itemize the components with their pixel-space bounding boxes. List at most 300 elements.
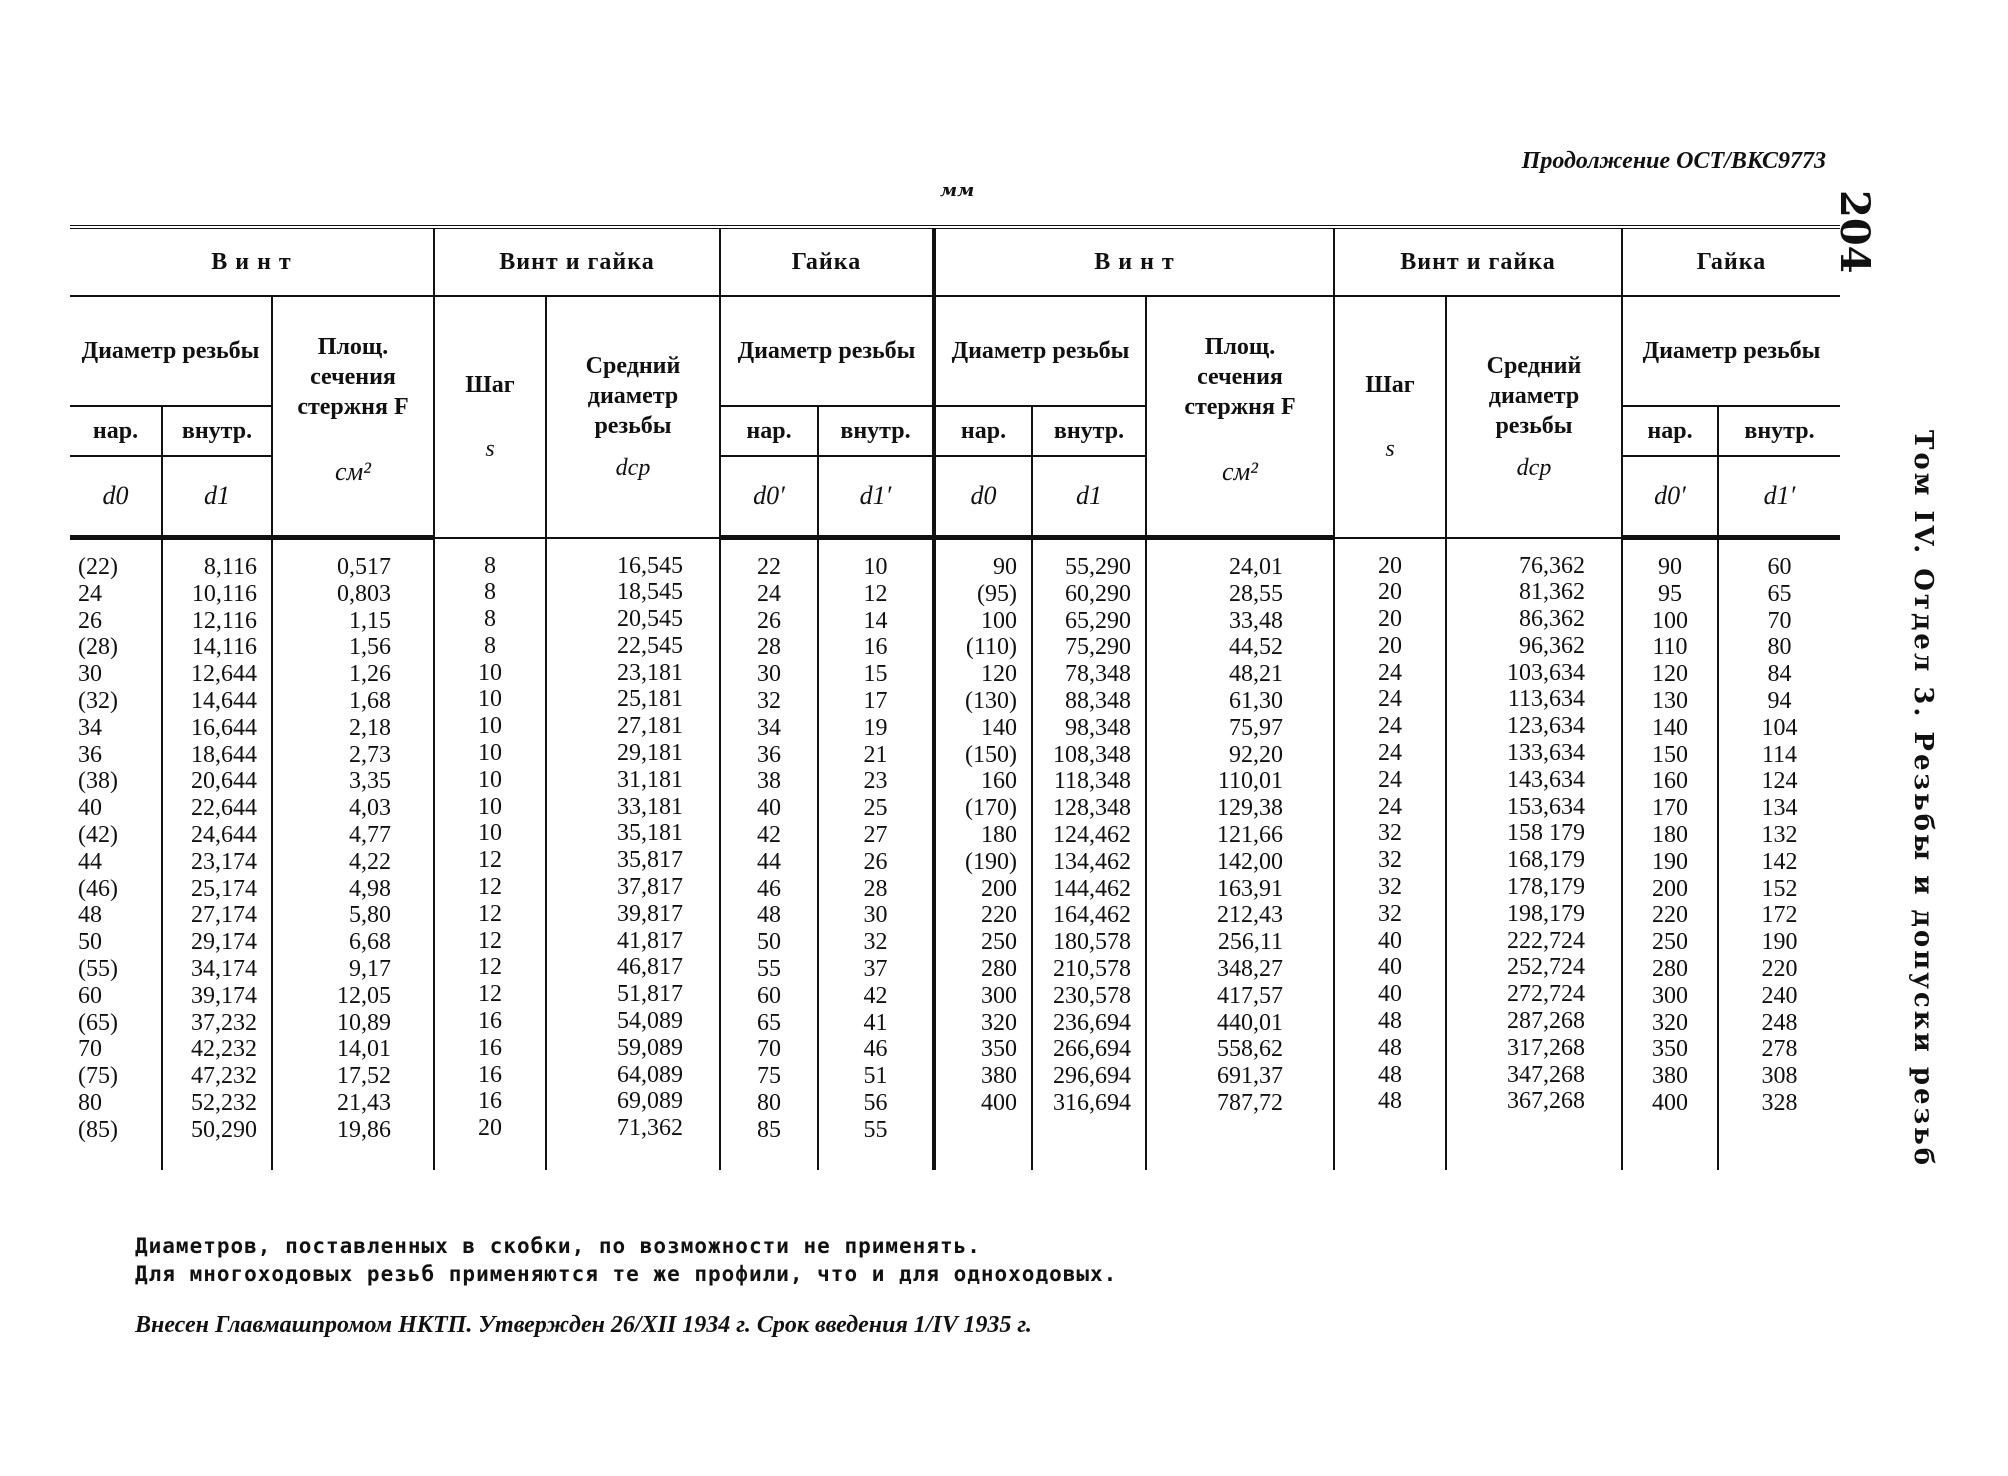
col-right-nut-outer-cell: 300 <box>1652 982 1688 1009</box>
col-left-d0-cell: (55) <box>78 955 118 982</box>
col-left-pitch-cell: 10 <box>478 793 502 820</box>
footnote-brackets: Диаметров, поставленных в скобки, по возможности не применять. <box>135 1234 981 1258</box>
col-right-pitch-cell: 20 <box>1378 579 1402 606</box>
col-right-d0-cell: (130) <box>965 687 1017 714</box>
col-right-d1-cell: 75,290 <box>1065 634 1131 661</box>
col-right-nut-inner-cell: 278 <box>1761 1036 1798 1063</box>
col-right-d1-cell: 65,290 <box>1065 607 1131 634</box>
col-left-pitch-cell: 10 <box>478 740 502 767</box>
col-left-nut-outer-cell: 28 <box>757 634 781 661</box>
approval-note: Внесен Главмашпромом НКТП. Утвержден 26/XII 1934 г. Срок введения 1/IV 1935 г. <box>135 1312 1032 1338</box>
col-left-d0 <box>70 538 162 1170</box>
col-right-pitch-cell: 24 <box>1378 713 1402 740</box>
col-right-mean-cell: 347,268 <box>1507 1061 1585 1088</box>
col-left-pitch-cell: 20 <box>478 1115 502 1142</box>
col-left-d1-cell: 16,644 <box>191 714 257 741</box>
col-right-pitch-cell: 24 <box>1378 740 1402 767</box>
col-right-area-cell: 691,37 <box>1217 1063 1283 1090</box>
col-right-d1-cell: 134,462 <box>1053 848 1131 875</box>
col-right-mean-cell: 367,268 <box>1507 1088 1585 1115</box>
col-left-d1 <box>162 538 272 1170</box>
col-right-nut-outer-cell: 220 <box>1652 902 1688 929</box>
col-right-nut-inner-cell: 84 <box>1767 661 1792 688</box>
col-left-nut-outer-cell: 44 <box>757 848 781 875</box>
col-left-nut-outer <box>720 538 818 1170</box>
col-right-mean-cell: 123,634 <box>1507 713 1585 740</box>
col-left-nut-outer-cell: 50 <box>757 929 781 956</box>
col-right-nut-inner-cell: 308 <box>1761 1063 1798 1090</box>
d0-symbol: d0 <box>70 456 162 538</box>
col-right-d1-cell: 230,578 <box>1053 982 1131 1009</box>
col-left-d0-cell: 50 <box>78 929 102 956</box>
col-left-area-cell: 1,68 <box>349 687 391 714</box>
col-right-mean-cell: 81,362 <box>1519 579 1585 606</box>
col-left-pitch-cell: 16 <box>478 1034 502 1061</box>
col-right-nut-inner-cell: 94 <box>1767 687 1792 714</box>
col-right-d1-cell: 144,462 <box>1053 875 1131 902</box>
nut-inner-header: внутр. <box>818 406 934 456</box>
col-left-d1-cell: 14,116 <box>191 634 257 661</box>
col-left-nut-inner-cell: 55 <box>863 1116 888 1143</box>
col-right-nut-outer <box>1622 538 1718 1170</box>
col-left-mean-cell: 46,817 <box>617 954 683 981</box>
col-right-mean-cell: 168,179 <box>1507 847 1585 874</box>
col-right-d0-cell: 160 <box>981 768 1017 795</box>
col-right-area-cell: 787,72 <box>1217 1089 1283 1116</box>
col-right-nut-outer-cell: 350 <box>1652 1036 1688 1063</box>
col-left-nut-outer-cell: 85 <box>757 1116 781 1143</box>
col-right-nut-outer-cell: 90 <box>1658 554 1682 580</box>
col-left-mean-cell: 23,181 <box>617 659 683 686</box>
col-left-d1-cell: 23,174 <box>191 848 257 875</box>
col-left-d1-cell: 50,290 <box>191 1116 257 1143</box>
col-right-d0-cell: 120 <box>981 661 1017 688</box>
nut-diameter-header: Диаметр резьбы <box>720 296 934 406</box>
col-left-d0-cell: 34 <box>78 714 102 741</box>
d1p-symbol: d1′ <box>818 456 934 538</box>
area-line3-right: стержня F <box>1184 393 1296 420</box>
col-right-area-cell: 44,52 <box>1229 634 1283 661</box>
col-right-area-cell: 61,30 <box>1229 687 1283 714</box>
col-left-pitch-cell: 16 <box>478 1061 502 1088</box>
nut-outer-header-right: нар. <box>1622 406 1718 456</box>
col-right-mean-cell: 143,634 <box>1507 766 1585 793</box>
col-left-d1-cell: 42,232 <box>191 1036 257 1063</box>
col-left-pitch-cell: 12 <box>478 874 502 901</box>
inner-header-right: внутр. <box>1032 406 1146 456</box>
col-left-d1-cell: 8,116 <box>203 554 257 580</box>
col-left-d0-cell: (75) <box>78 1063 118 1090</box>
col-left-pitch-cell: 10 <box>478 820 502 847</box>
col-left-area-cell: 1,15 <box>349 607 391 634</box>
col-right-nut-outer-cell: 95 <box>1658 580 1682 607</box>
col-left-d0-cell: (22) <box>78 554 118 580</box>
col-right-d0-cell: (150) <box>965 741 1017 768</box>
col-right-mean-cell: 252,724 <box>1507 954 1585 981</box>
col-left-d1-cell: 10,116 <box>191 580 257 607</box>
col-right-nut-outer-cell: 190 <box>1652 848 1688 875</box>
group-screw-nut-left: Винт и гайка <box>434 227 720 296</box>
col-right-nut-outer-cell: 250 <box>1652 929 1688 956</box>
col-right-d1-cell: 124,462 <box>1053 821 1131 848</box>
col-right-d0-cell: 320 <box>981 1009 1017 1036</box>
col-right-mean-cell: 153,634 <box>1507 793 1585 820</box>
col-left-d0-cell: 48 <box>78 902 102 929</box>
col-left-nut-inner-cell: 56 <box>863 1089 888 1116</box>
col-left-pitch-cell: 16 <box>478 1008 502 1035</box>
col-left-d0-cell: 80 <box>78 1089 102 1116</box>
col-right-d0-cell: (190) <box>965 848 1017 875</box>
col-right-d1-cell: 266,694 <box>1053 1036 1131 1063</box>
col-left-area-cell: 4,77 <box>349 821 391 848</box>
col-right-pitch-cell: 32 <box>1378 847 1402 874</box>
col-right-mean-cell: 103,634 <box>1507 659 1585 686</box>
col-left-area-cell: 1,26 <box>349 661 391 688</box>
mean-symbol-right: dср <box>1516 454 1552 481</box>
col-left-d1-cell: 18,644 <box>191 741 257 768</box>
col-right-d1-cell: 128,348 <box>1053 795 1131 822</box>
col-right-mean-cell: 113,634 <box>1507 686 1585 713</box>
pitch-label-right: Шаг <box>1365 371 1415 398</box>
col-right-pitch-cell: 24 <box>1378 793 1402 820</box>
area-line2: сечения <box>310 363 396 390</box>
col-left-pitch-cell: 12 <box>478 847 502 874</box>
col-left-pitch-cell: 8 <box>484 579 496 606</box>
col-left-area-cell: 21,43 <box>337 1089 391 1116</box>
col-right-nut-inner-cell: 172 <box>1761 902 1798 929</box>
thread-table <box>70 225 1840 1170</box>
mean-symbol: dср <box>615 454 651 481</box>
col-right-mean-cell: 198,179 <box>1507 900 1585 927</box>
col-left-mean-cell: 71,362 <box>617 1115 683 1142</box>
col-left-d0-cell: 24 <box>78 580 102 607</box>
col-right-d1-cell: 88,348 <box>1065 687 1131 714</box>
col-left-mean-cell: 18,545 <box>617 579 683 606</box>
outer-header-right: нар. <box>934 406 1032 456</box>
col-left-mean-cell: 22,545 <box>617 632 683 659</box>
col-right-pitch-cell: 40 <box>1378 981 1402 1008</box>
col-right-pitch-cell: 48 <box>1378 1008 1402 1035</box>
col-right-nut-outer-cell: 400 <box>1652 1089 1688 1116</box>
group-nut-left: Гайка <box>720 227 934 296</box>
col-right-area-cell: 256,11 <box>1217 929 1283 956</box>
col-right-d0-cell: (170) <box>965 795 1017 822</box>
d1-symbol-right: d1 <box>1032 456 1146 538</box>
col-right-nut-inner-cell: 328 <box>1761 1089 1798 1116</box>
col-right-pitch-cell: 20 <box>1378 606 1402 633</box>
col-left-pitch-cell: 8 <box>484 552 496 579</box>
col-right-area-cell: 110,01 <box>1217 768 1283 795</box>
area-unit: см² <box>272 456 434 538</box>
col-left-area-cell: 0,517 <box>337 554 391 580</box>
col-left-d1-cell: 34,174 <box>191 955 257 982</box>
col-right-pitch-cell: 24 <box>1378 766 1402 793</box>
col-right-d0-cell: 140 <box>981 714 1017 741</box>
d0p-symbol-right: d0′ <box>1622 456 1718 538</box>
col-left-area-cell: 19,86 <box>337 1116 391 1143</box>
col-left-area-cell: 4,98 <box>349 875 391 902</box>
pitch-header-right <box>1334 296 1446 538</box>
col-left-d1-cell: 24,644 <box>191 821 257 848</box>
col-right-d0-cell: 220 <box>981 902 1017 929</box>
col-left-nut-inner-cell: 32 <box>863 929 888 956</box>
col-left-nut-inner-cell: 21 <box>863 741 888 768</box>
col-left-mean-cell: 69,089 <box>617 1088 683 1115</box>
page-number: 204 <box>1831 190 1878 274</box>
col-left-nut-inner-cell: 10 <box>863 554 888 580</box>
area-line2-right: сечения <box>1197 363 1283 390</box>
col-left-d0-cell: 70 <box>78 1036 102 1063</box>
col-left-d0-cell: 44 <box>78 848 102 875</box>
col-right-d0-cell: (95) <box>977 580 1017 607</box>
col-left-d0-cell: 30 <box>78 661 102 688</box>
col-right-mean-cell: 287,268 <box>1507 1008 1585 1035</box>
col-left-nut-inner-cell: 42 <box>863 982 888 1009</box>
col-right-area-cell: 417,57 <box>1217 982 1283 1009</box>
col-left-pitch-cell: 8 <box>484 606 496 633</box>
col-left-d0-cell: 26 <box>78 607 102 634</box>
col-right-nut-outer-cell: 280 <box>1652 955 1688 982</box>
col-left-nut-outer-cell: 26 <box>757 607 781 634</box>
col-right-pitch-cell: 20 <box>1378 632 1402 659</box>
col-right-nut-outer-cell: 160 <box>1652 768 1688 795</box>
col-left-mean-cell: 41,817 <box>617 927 683 954</box>
col-left-d0-cell: 36 <box>78 741 102 768</box>
col-right-d1-cell: 210,578 <box>1053 955 1131 982</box>
col-left-nut-inner-cell: 28 <box>863 875 888 902</box>
col-right-d1-cell: 180,578 <box>1053 929 1131 956</box>
col-left-area-cell: 0,803 <box>337 580 391 607</box>
mean-line2: диаметр <box>587 382 679 409</box>
col-right-pitch <box>1334 538 1446 1170</box>
col-left-nut-outer-cell: 70 <box>757 1036 781 1063</box>
col-right-nut-outer-cell: 200 <box>1652 875 1688 902</box>
col-left-nut-inner-cell: 16 <box>863 634 888 661</box>
col-right-pitch-cell: 48 <box>1378 1088 1402 1115</box>
col-right-area-cell: 28,55 <box>1229 580 1283 607</box>
col-left-d0-cell: 60 <box>78 982 102 1009</box>
col-right-d1-cell: 296,694 <box>1053 1063 1131 1090</box>
col-right-pitch-cell: 48 <box>1378 1061 1402 1088</box>
col-left-nut-inner-cell: 12 <box>863 580 888 607</box>
col-left-pitch <box>434 538 546 1170</box>
col-right-nut-outer-cell: 320 <box>1652 1009 1688 1036</box>
col-right-nut-inner-cell: 70 <box>1767 607 1792 634</box>
col-right-nut-inner-cell: 190 <box>1761 929 1798 956</box>
col-left-nut-outer-cell: 36 <box>757 741 781 768</box>
col-left-pitch-cell: 10 <box>478 766 502 793</box>
col-left-area-cell: 17,52 <box>337 1063 391 1090</box>
col-right-nut-outer-cell: 120 <box>1652 661 1688 688</box>
col-right-d0-cell: 350 <box>981 1036 1017 1063</box>
col-left-nut-outer-cell: 48 <box>757 902 781 929</box>
col-right-area-cell: 163,91 <box>1217 875 1283 902</box>
col-left-d1-cell: 27,174 <box>191 902 257 929</box>
col-right-area-cell: 142,00 <box>1217 848 1283 875</box>
col-right-d0 <box>934 538 1032 1170</box>
col-left-pitch-cell: 12 <box>478 981 502 1008</box>
col-left-nut-inner-cell: 23 <box>863 768 888 795</box>
col-right-d0-cell: 400 <box>981 1089 1017 1116</box>
col-right-nut-inner-cell: 134 <box>1761 795 1798 822</box>
col-right-nut-outer-cell: 170 <box>1652 795 1688 822</box>
col-left-d0-cell: (85) <box>78 1116 118 1143</box>
col-left-pitch-cell: 10 <box>478 686 502 713</box>
col-right-d1 <box>1032 538 1146 1170</box>
area-line1: Площ. <box>317 333 389 360</box>
col-left-mean <box>546 538 720 1170</box>
col-left-area-cell: 14,01 <box>337 1036 391 1063</box>
col-right-mean-cell: 86,362 <box>1519 606 1585 633</box>
d0-symbol-right: d0 <box>934 456 1032 538</box>
mean-diameter-header <box>546 296 720 538</box>
col-left-mean-cell: 54,089 <box>617 1008 683 1035</box>
col-right-nut-inner-cell: 104 <box>1761 714 1798 741</box>
col-left-nut-inner-cell: 41 <box>863 1009 888 1036</box>
footnote-multistart: Для многоходовых резьб применяются те же профили, что и для одноходовых. <box>135 1262 1118 1286</box>
col-right-mean-cell: 158 179 <box>1507 820 1585 847</box>
col-left-nut-inner-cell: 51 <box>863 1063 888 1090</box>
col-right-d1-cell: 118,348 <box>1053 768 1131 795</box>
col-left-area-cell: 6,68 <box>349 929 391 956</box>
col-right-nut-outer-cell: 130 <box>1652 687 1688 714</box>
col-right-area-cell: 121,66 <box>1217 821 1283 848</box>
col-right-area-cell: 48,21 <box>1229 661 1283 688</box>
col-left-area-cell: 4,22 <box>349 848 391 875</box>
col-left-nut-outer-cell: 38 <box>757 768 781 795</box>
col-right-nut-outer-cell: 100 <box>1652 607 1688 634</box>
mean-line3-right: резьбы <box>1495 412 1573 439</box>
col-right-area-cell: 440,01 <box>1217 1009 1283 1036</box>
col-right-nut-outer-cell: 110 <box>1652 634 1688 661</box>
col-right-nut-outer-cell: 150 <box>1652 741 1688 768</box>
col-right-d1-cell: 98,348 <box>1065 714 1131 741</box>
col-right-nut-inner-cell: 248 <box>1761 1009 1798 1036</box>
col-left-nut-inner-cell: 15 <box>863 661 888 688</box>
col-left-area-cell: 4,03 <box>349 795 391 822</box>
col-left-nut-outer-cell: 60 <box>757 982 781 1009</box>
col-left-nut-outer-cell: 55 <box>757 955 781 982</box>
col-left-mean-cell: 35,817 <box>617 847 683 874</box>
col-left-nut-inner-cell: 14 <box>863 607 888 634</box>
col-right-mean <box>1446 538 1622 1170</box>
col-right-nut-inner-cell: 240 <box>1761 982 1798 1009</box>
col-left-d1-cell: 14,644 <box>191 687 257 714</box>
col-left-mean-cell: 20,545 <box>617 606 683 633</box>
col-left-d0-cell: (28) <box>78 634 118 661</box>
col-right-pitch-cell: 32 <box>1378 820 1402 847</box>
col-right-d0-cell: 200 <box>981 875 1017 902</box>
col-right-area-cell: 212,43 <box>1217 902 1283 929</box>
col-right-nut-inner-cell: 114 <box>1761 741 1798 768</box>
col-right-d1-cell: 108,348 <box>1053 741 1131 768</box>
pitch-header <box>434 296 546 538</box>
mean-line3: резьбы <box>594 412 672 439</box>
col-right-nut-inner-cell: 132 <box>1761 821 1798 848</box>
col-right-area-cell: 24,01 <box>1229 554 1283 580</box>
group-screw-left: В и н т <box>70 227 434 296</box>
col-left-nut-outer-cell: 34 <box>757 714 781 741</box>
col-left-area-cell: 12,05 <box>337 982 391 1009</box>
col-right-d1-cell: 78,348 <box>1065 661 1131 688</box>
col-left-pitch-cell: 10 <box>478 659 502 686</box>
col-right-mean-cell: 178,179 <box>1507 874 1585 901</box>
col-left-area-cell: 5,80 <box>349 902 391 929</box>
col-right-nut-inner <box>1718 538 1840 1170</box>
outer-header: нар. <box>70 406 162 456</box>
col-left-area-cell: 2,73 <box>349 741 391 768</box>
col-right-d0-cell: 180 <box>981 821 1017 848</box>
col-right-d0-cell: 90 <box>993 554 1017 580</box>
col-right-d1-cell: 164,462 <box>1053 902 1131 929</box>
col-left-nut-inner-cell: 26 <box>863 848 888 875</box>
col-left-d0-cell: (65) <box>78 1009 118 1036</box>
col-left-pitch-cell: 12 <box>478 954 502 981</box>
mean-line1-right: Средний <box>1486 352 1582 379</box>
col-right-nut-inner-cell: 152 <box>1761 875 1798 902</box>
col-left-pitch-cell: 16 <box>478 1088 502 1115</box>
nut-outer-header: нар. <box>720 406 818 456</box>
col-right-nut-inner-cell: 124 <box>1761 768 1798 795</box>
area-header <box>272 296 434 456</box>
footnotes <box>135 1232 1117 1288</box>
col-left-pitch-cell: 12 <box>478 927 502 954</box>
col-right-nut-inner-cell: 80 <box>1767 634 1792 661</box>
col-left-area <box>272 538 434 1170</box>
col-left-nut-inner-cell: 17 <box>863 687 888 714</box>
col-left-d1-cell: 29,174 <box>191 929 257 956</box>
col-left-nut-inner <box>818 538 934 1170</box>
col-left-nut-outer-cell: 65 <box>757 1009 781 1036</box>
col-right-area-cell: 33,48 <box>1229 607 1283 634</box>
col-right-area-cell: 92,20 <box>1229 741 1283 768</box>
col-right-area <box>1146 538 1334 1170</box>
col-right-nut-outer-cell: 180 <box>1652 821 1688 848</box>
pitch-symbol: s <box>485 435 495 462</box>
nut-diameter-header-right: Диаметр резьбы <box>1622 296 1840 406</box>
col-right-d0-cell: 250 <box>981 929 1017 956</box>
col-left-pitch-cell: 10 <box>478 713 502 740</box>
col-left-mean-cell: 59,089 <box>617 1034 683 1061</box>
unit-label: мм <box>940 180 975 201</box>
col-left-area-cell: 9,17 <box>349 955 391 982</box>
col-left-nut-outer-cell: 22 <box>757 554 781 580</box>
col-left-d1-cell: 12,116 <box>191 607 257 634</box>
col-left-nut-outer-cell: 24 <box>757 580 781 607</box>
mean-line2-right: диаметр <box>1488 382 1580 409</box>
col-left-d1-cell: 47,232 <box>191 1063 257 1090</box>
col-left-pitch-cell: 8 <box>484 632 496 659</box>
col-left-d0-cell: (38) <box>78 768 118 795</box>
col-right-nut-inner-cell: 60 <box>1767 554 1792 580</box>
col-left-area-cell: 1,56 <box>349 634 391 661</box>
col-left-nut-inner-cell: 19 <box>863 714 888 741</box>
side-running-title: Том IV. Отдел 3. Резьбы и допуски резьб <box>1908 430 1938 1169</box>
col-right-pitch-cell: 48 <box>1378 1034 1402 1061</box>
thread-diameter-header: Диаметр резьбы <box>70 296 272 406</box>
col-left-nut-outer-cell: 30 <box>757 661 781 688</box>
col-left-mean-cell: 33,181 <box>617 793 683 820</box>
inner-header: внутр. <box>162 406 272 456</box>
col-right-area-cell: 75,97 <box>1229 714 1283 741</box>
col-right-d0-cell: 380 <box>981 1063 1017 1090</box>
col-right-d0-cell: 100 <box>981 607 1017 634</box>
col-left-mean-cell: 25,181 <box>617 686 683 713</box>
col-right-pitch-cell: 32 <box>1378 900 1402 927</box>
col-left-nut-inner-cell: 30 <box>863 902 888 929</box>
col-left-nut-inner-cell: 25 <box>863 795 888 822</box>
col-left-d1-cell: 20,644 <box>191 768 257 795</box>
